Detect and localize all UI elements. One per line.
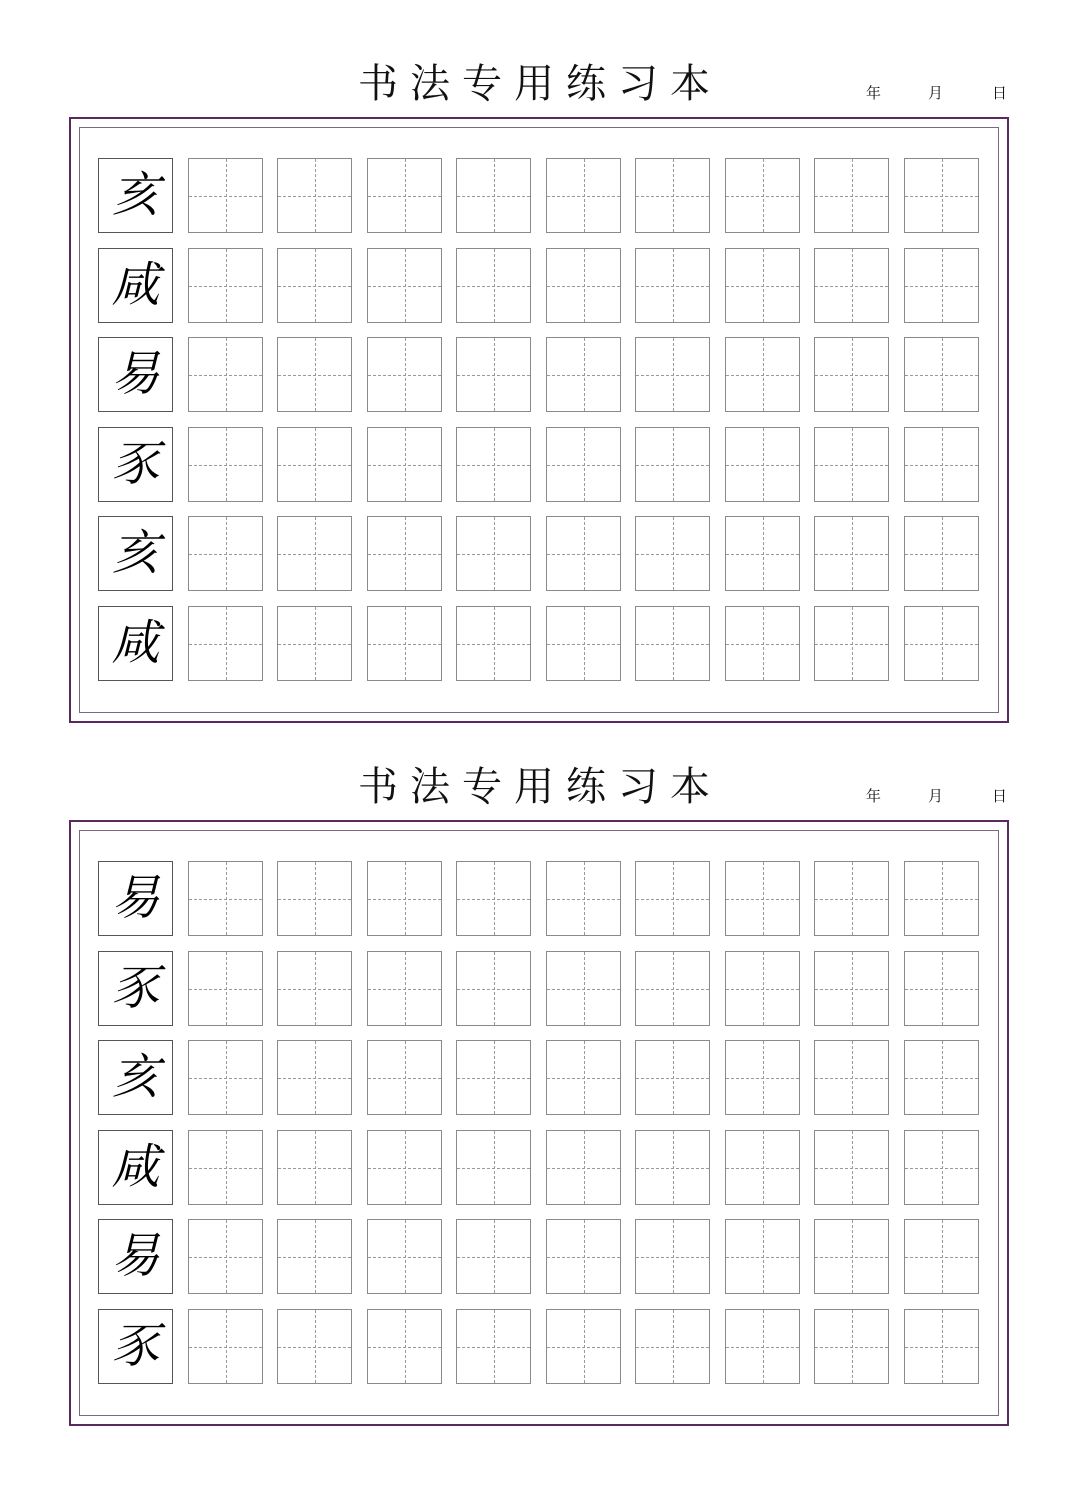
practice-grid	[98, 861, 984, 1389]
tianzige-practice-cell[interactable]	[277, 606, 352, 681]
model-character-cell	[98, 1219, 173, 1294]
model-character-cell	[98, 606, 173, 681]
tianzige-practice-cell[interactable]	[456, 606, 531, 681]
sheet-title: 书法专用练习本	[358, 764, 722, 810]
model-character: 易	[111, 870, 160, 926]
model-character: 亥	[111, 1049, 160, 1105]
tianzige-practice-cell[interactable]	[188, 1130, 263, 1205]
tianzige-practice-cell[interactable]	[277, 1219, 352, 1294]
sheet-border-outer	[69, 117, 1009, 723]
tianzige-practice-cell[interactable]	[904, 861, 979, 936]
tianzige-practice-cell[interactable]	[367, 1040, 442, 1115]
tianzige-practice-cell[interactable]	[725, 158, 800, 233]
tianzige-practice-cell[interactable]	[904, 951, 979, 1026]
sheet-title: 书法专用练习本	[358, 61, 722, 107]
model-character: 豕	[111, 959, 160, 1016]
tianzige-practice-cell[interactable]	[725, 427, 800, 502]
tianzige-practice-cell[interactable]	[725, 248, 800, 323]
tianzige-practice-cell[interactable]	[546, 1130, 621, 1205]
tianzige-practice-cell[interactable]	[635, 1040, 710, 1115]
tianzige-practice-cell[interactable]	[188, 158, 263, 233]
tianzige-practice-cell[interactable]	[904, 427, 979, 502]
tianzige-practice-cell[interactable]	[725, 516, 800, 591]
date-fields	[862, 82, 1022, 104]
tianzige-practice-cell[interactable]	[277, 337, 352, 412]
tianzige-practice-cell[interactable]	[814, 337, 889, 412]
tianzige-practice-cell[interactable]	[814, 951, 889, 1026]
practice-grid	[98, 158, 984, 686]
tianzige-practice-cell[interactable]	[367, 248, 442, 323]
tianzige-practice-cell[interactable]	[904, 606, 979, 681]
tianzige-practice-cell[interactable]	[814, 1130, 889, 1205]
tianzige-practice-cell[interactable]	[188, 951, 263, 1026]
model-character: 亥	[111, 167, 160, 223]
tianzige-practice-cell[interactable]	[546, 1040, 621, 1115]
tianzige-practice-cell[interactable]	[546, 158, 621, 233]
tianzige-practice-cell[interactable]	[546, 248, 621, 323]
tianzige-practice-cell[interactable]	[635, 1309, 710, 1384]
tianzige-practice-cell[interactable]	[188, 1219, 263, 1294]
tianzige-practice-cell[interactable]	[635, 516, 710, 591]
practice-sheet	[0, 0, 1080, 700]
model-character-cell	[98, 516, 173, 591]
tianzige-practice-cell[interactable]	[367, 606, 442, 681]
tianzige-practice-cell[interactable]	[188, 248, 263, 323]
tianzige-practice-cell[interactable]	[635, 248, 710, 323]
tianzige-practice-cell[interactable]	[814, 248, 889, 323]
tianzige-practice-cell[interactable]	[456, 1309, 531, 1384]
tianzige-practice-cell[interactable]	[456, 951, 531, 1026]
tianzige-practice-cell[interactable]	[904, 1309, 979, 1384]
tianzige-practice-cell[interactable]	[546, 606, 621, 681]
date-day-label: 日	[992, 787, 1008, 805]
tianzige-practice-cell[interactable]	[814, 1309, 889, 1384]
model-character-cell	[98, 337, 173, 412]
model-character: 咸	[111, 256, 160, 313]
model-character: 咸	[111, 1138, 160, 1195]
tianzige-practice-cell[interactable]	[277, 1040, 352, 1115]
tianzige-practice-cell[interactable]	[725, 951, 800, 1026]
tianzige-practice-cell[interactable]	[814, 427, 889, 502]
tianzige-practice-cell[interactable]	[546, 1219, 621, 1294]
tianzige-practice-cell[interactable]	[814, 1040, 889, 1115]
tianzige-practice-cell[interactable]	[725, 606, 800, 681]
tianzige-practice-cell[interactable]	[456, 427, 531, 502]
tianzige-practice-cell[interactable]	[188, 427, 263, 502]
tianzige-practice-cell[interactable]	[546, 1309, 621, 1384]
tianzige-practice-cell[interactable]	[277, 951, 352, 1026]
tianzige-practice-cell[interactable]	[725, 1040, 800, 1115]
date-fields	[862, 785, 1022, 807]
tianzige-practice-cell[interactable]	[456, 516, 531, 591]
tianzige-practice-cell[interactable]	[814, 861, 889, 936]
tianzige-practice-cell[interactable]	[277, 248, 352, 323]
tianzige-practice-cell[interactable]	[367, 861, 442, 936]
tianzige-practice-cell[interactable]	[904, 1219, 979, 1294]
tianzige-practice-cell[interactable]	[814, 1219, 889, 1294]
tianzige-practice-cell[interactable]	[904, 158, 979, 233]
tianzige-practice-cell[interactable]	[635, 606, 710, 681]
tianzige-practice-cell[interactable]	[635, 1130, 710, 1205]
model-character-cell	[98, 1309, 173, 1384]
model-character: 咸	[111, 614, 160, 671]
model-character-cell	[98, 1040, 173, 1115]
tianzige-practice-cell[interactable]	[635, 158, 710, 233]
tianzige-practice-cell[interactable]	[367, 951, 442, 1026]
model-character-cell	[98, 951, 173, 1026]
tianzige-practice-cell[interactable]	[904, 248, 979, 323]
model-character-cell	[98, 861, 173, 936]
date-day-label: 日	[992, 84, 1008, 102]
tianzige-practice-cell[interactable]	[188, 337, 263, 412]
tianzige-practice-cell[interactable]	[367, 1219, 442, 1294]
tianzige-practice-cell[interactable]	[904, 516, 979, 591]
tianzige-practice-cell[interactable]	[367, 427, 442, 502]
model-character: 易	[111, 1228, 160, 1284]
tianzige-practice-cell[interactable]	[635, 1219, 710, 1294]
tianzige-practice-cell[interactable]	[546, 516, 621, 591]
tianzige-practice-cell[interactable]	[456, 1130, 531, 1205]
tianzige-practice-cell[interactable]	[635, 951, 710, 1026]
tianzige-practice-cell[interactable]	[814, 516, 889, 591]
tianzige-practice-cell[interactable]	[456, 861, 531, 936]
model-character: 豕	[111, 435, 160, 492]
model-character: 易	[111, 346, 160, 402]
tianzige-practice-cell[interactable]	[367, 337, 442, 412]
model-character-cell	[98, 427, 173, 502]
practice-sheet	[0, 703, 1080, 1403]
tianzige-practice-cell[interactable]	[188, 1309, 263, 1384]
tianzige-practice-cell[interactable]	[367, 1309, 442, 1384]
tianzige-practice-cell[interactable]	[814, 606, 889, 681]
tianzige-practice-cell[interactable]	[277, 1130, 352, 1205]
tianzige-practice-cell[interactable]	[904, 337, 979, 412]
tianzige-practice-cell[interactable]	[725, 1219, 800, 1294]
tianzige-practice-cell[interactable]	[546, 337, 621, 412]
tianzige-practice-cell[interactable]	[367, 516, 442, 591]
sheet-border-outer	[69, 820, 1009, 1426]
tianzige-practice-cell[interactable]	[456, 248, 531, 323]
tianzige-practice-cell[interactable]	[635, 861, 710, 936]
model-character-cell	[98, 1130, 173, 1205]
date-year-label: 年	[866, 84, 882, 102]
model-character: 豕	[111, 1317, 160, 1374]
model-character: 亥	[111, 525, 160, 581]
tianzige-practice-cell[interactable]	[367, 1130, 442, 1205]
tianzige-practice-cell[interactable]	[456, 158, 531, 233]
tianzige-practice-cell[interactable]	[367, 158, 442, 233]
tianzige-practice-cell[interactable]	[277, 861, 352, 936]
tianzige-practice-cell[interactable]	[814, 158, 889, 233]
tianzige-practice-cell[interactable]	[188, 516, 263, 591]
tianzige-practice-cell[interactable]	[456, 1040, 531, 1115]
tianzige-practice-cell[interactable]	[456, 337, 531, 412]
model-character-cell	[98, 158, 173, 233]
tianzige-practice-cell[interactable]	[904, 1130, 979, 1205]
tianzige-practice-cell[interactable]	[277, 158, 352, 233]
tianzige-practice-cell[interactable]	[188, 606, 263, 681]
tianzige-practice-cell[interactable]	[725, 337, 800, 412]
date-year-label: 年	[866, 787, 882, 805]
tianzige-practice-cell[interactable]	[188, 861, 263, 936]
tianzige-practice-cell[interactable]	[635, 427, 710, 502]
model-character-cell	[98, 248, 173, 323]
date-month-label: 月	[928, 787, 944, 805]
tianzige-practice-cell[interactable]	[456, 1219, 531, 1294]
tianzige-practice-cell[interactable]	[635, 337, 710, 412]
tianzige-practice-cell[interactable]	[546, 427, 621, 502]
tianzige-practice-cell[interactable]	[546, 951, 621, 1026]
tianzige-practice-cell[interactable]	[546, 861, 621, 936]
tianzige-practice-cell[interactable]	[904, 1040, 979, 1115]
tianzige-practice-cell[interactable]	[277, 1309, 352, 1384]
tianzige-practice-cell[interactable]	[277, 516, 352, 591]
tianzige-practice-cell[interactable]	[188, 1040, 263, 1115]
tianzige-practice-cell[interactable]	[725, 1130, 800, 1205]
tianzige-practice-cell[interactable]	[725, 1309, 800, 1384]
tianzige-practice-cell[interactable]	[725, 861, 800, 936]
tianzige-practice-cell[interactable]	[277, 427, 352, 502]
date-month-label: 月	[928, 84, 944, 102]
